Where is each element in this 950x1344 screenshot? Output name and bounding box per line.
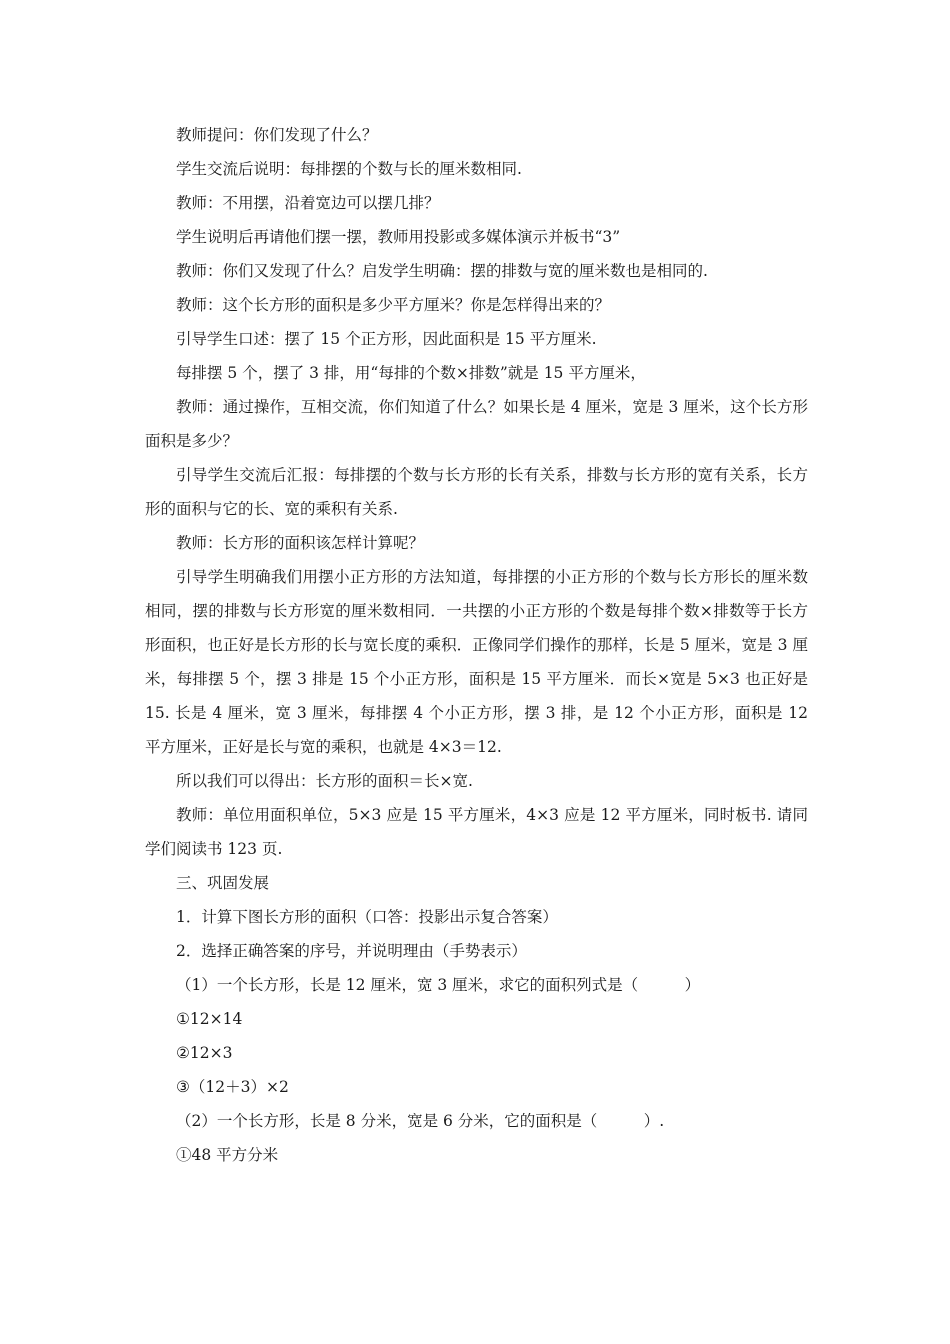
paragraph-teacher-calculate: 教师：长方形的面积该怎样计算呢？ <box>176 534 425 552</box>
paragraph-formula: 所以我们可以得出：长方形的面积＝长×宽. <box>176 772 473 790</box>
exercise-1: 1．计算下图长方形的面积（口答：投影出示复合答案） <box>176 908 558 926</box>
exercise-2: 2．选择正确答案的序号，并说明理由（手势表示） <box>176 942 527 960</box>
exercise-2-q1-option-2: ②12×3 <box>176 1044 233 1062</box>
exercise-2-q1-option-1: ①12×14 <box>176 1010 243 1028</box>
exercise-2-q1-option-3: ③（12＋3）×2 <box>176 1078 289 1096</box>
paragraph-per-row: 每排摆 5 个，摆了 3 排，用“每排的个数×排数”就是 15 平方厘米， <box>176 364 646 382</box>
paragraph-teacher-area-question: 教师：这个长方形的面积是多少平方厘米？你是怎样得出来的？ <box>176 296 611 314</box>
paragraph-teacher-rows: 教师：不用摆，沿着宽边可以摆几排？ <box>176 194 440 212</box>
paragraph-demonstration: 学生说明后再请他们摆一摆，教师用投影或多媒体演示并板书“3” <box>176 228 621 246</box>
paragraph-teacher-discovery: 教师：你们又发现了什么？启发学生明确：摆的排数与宽的厘米数也是相同的. <box>176 262 708 280</box>
paragraph-units: 教师：单位用面积单位，5×3 应是 15 平方厘米，4×3 应是 12 平方厘米，同时板书. 请同学们阅读书 123 页. <box>145 806 808 858</box>
exercise-2-question-1: （1）一个长方形，长是 12 厘米，宽 3 厘米，求它的面积列式是（ ） <box>176 976 701 994</box>
paragraph-explanation: 引导学生明确我们用摆小正方形的方法知道，每排摆的小正方形的个数与长方形长的厘米数相同，摆的排数与长方形宽的厘米数相同．一共摆的小正方形的个数是每排个数×排数等于长方形面积，也正好是长方形的长与宽长度的乘积．正像同学们操作的那样，长是 5 厘米，宽是 3 厘米，每排摆 5 个，摆 3 排是 15 个小正方形，面积是 15 平方厘米．而长×宽是 5×3 也正好是 15. 长是 4 厘米，宽 3 厘米，每排摆 4 个小正方形，摆 3 排，是 12 个小正方形，面积是 12 平方厘米，正好是长与宽的乘积，也就是 4×3＝12. <box>145 568 808 756</box>
exercise-2-q2-option-1: ①48 平方分米 <box>176 1146 279 1164</box>
section-heading-consolidation: 三、巩固发展 <box>176 874 270 892</box>
paragraph-teacher-question: 教师提问：你们发现了什么？ <box>176 126 378 144</box>
paragraph-teacher-operation: 教师：通过操作，互相交流，你们知道了什么？如果长是 4 厘米，宽是 3 厘米，这个长方形面积是多少？ <box>145 398 808 450</box>
exercise-2-question-2: （2）一个长方形，长是 8 分米，宽是 6 分米，它的面积是（ ）. <box>176 1112 665 1130</box>
paragraph-student-explanation: 学生交流后说明：每排摆的个数与长的厘米数相同. <box>176 160 522 178</box>
paragraph-student-oral: 引导学生口述：摆了 15 个正方形，因此面积是 15 平方厘米. <box>176 330 597 348</box>
document-body <box>145 118 808 1172</box>
paragraph-student-report: 引导学生交流后汇报：每排摆的个数与长方形的长有关系，排数与长方形的宽有关系，长方形的面积与它的长、宽的乘积有关系. <box>145 466 808 518</box>
